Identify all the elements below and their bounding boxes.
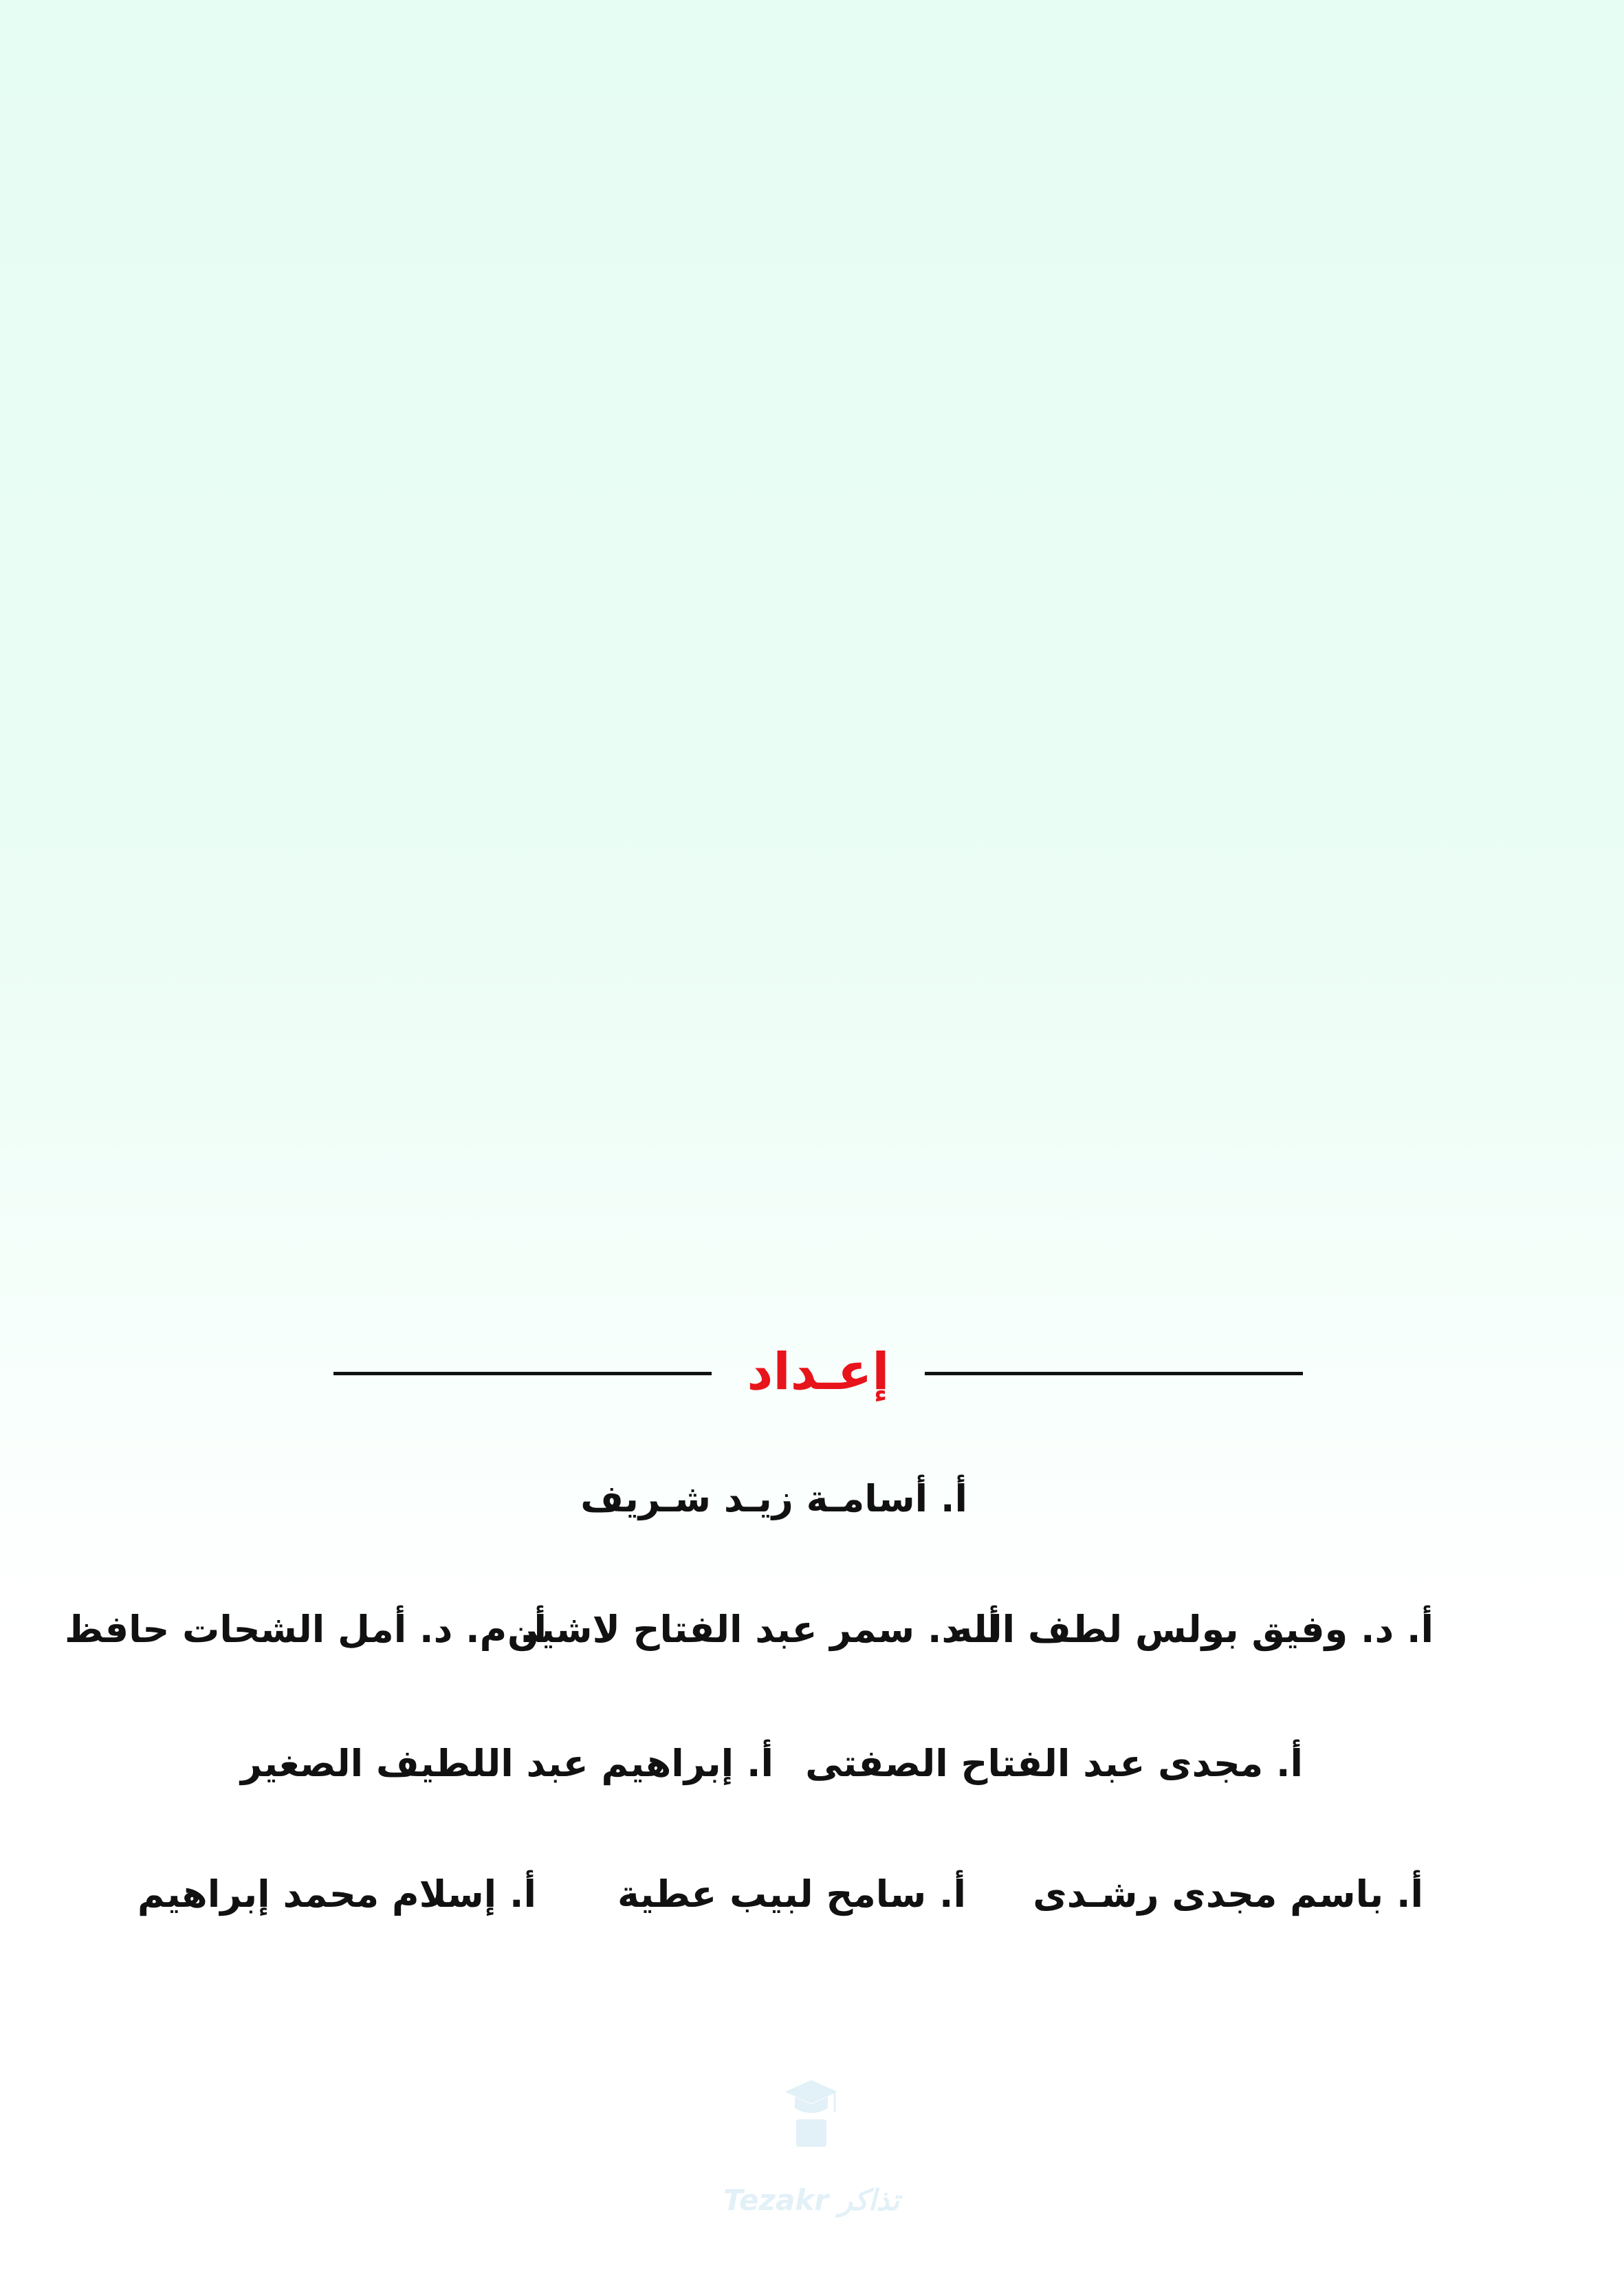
- author-name: أ. إبراهيم عبد اللطيف الصغير: [241, 1742, 773, 1785]
- heading-rule-left: [333, 1372, 712, 1375]
- author-name: أ. باسم مجدى رشـدى: [1033, 1872, 1423, 1916]
- author-name: أ. د. وفيق بولس لطف الله: [950, 1608, 1434, 1651]
- heading-rule-right: [925, 1372, 1303, 1375]
- author-name: أ. أسامـة زيـد شـريف: [580, 1477, 967, 1520]
- author-name: أ. د. سمر عبد الفتاح لاشين: [507, 1608, 1000, 1651]
- watermark-logo: [705, 2070, 918, 2249]
- author-name: أ. سامح لبيب عطية: [617, 1872, 966, 1916]
- watermark-text: Tezakr تذاكر: [723, 2183, 900, 2217]
- page-heading: إعـداد: [747, 1342, 890, 1401]
- author-name: أ. مجدى عبد الفتاح الصفتى: [805, 1742, 1303, 1785]
- author-name: أ. م. د. أمل الشحات حافظ: [64, 1608, 547, 1651]
- author-name: أ. إسلام محمد إبراهيم: [137, 1872, 536, 1916]
- graduation-cap-icon: [784, 2077, 839, 2152]
- heading-row: [0, 1331, 1624, 1413]
